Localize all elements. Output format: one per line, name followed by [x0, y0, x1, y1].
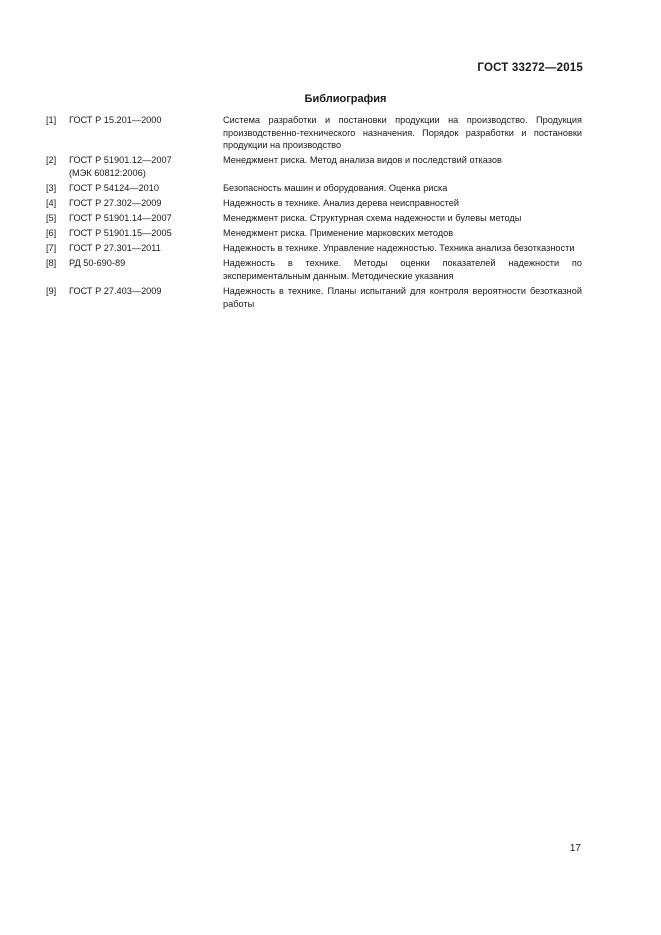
- entry-number: [7]: [46, 243, 57, 254]
- entry-number: [4]: [46, 198, 57, 209]
- entry-document: [69, 242, 223, 255]
- bibliography-entry: [46, 197, 582, 210]
- entry-number: [8]: [46, 258, 57, 269]
- entry-document-code: ГОСТ Р 51901.12—2007: [69, 155, 172, 166]
- entry-description: Надежность в технике. Методы оценки показателей надежности по экспериментальным данным. Методические указания: [223, 258, 582, 282]
- entry-document: [69, 227, 223, 240]
- bibliography-entry: [46, 242, 582, 255]
- bibliography-entry: [46, 182, 582, 195]
- entry-document: [69, 114, 223, 152]
- entry-number: [1]: [46, 115, 57, 125]
- bibliography-entry: [46, 154, 582, 179]
- bibliography-entry: [46, 114, 582, 152]
- bibliography-entry: [46, 257, 582, 282]
- entry-document-code: ГОСТ Р 51901.14—2007: [69, 213, 172, 224]
- entry-description: Система разработки и постановки продукции на производство. Продукция производственно-технического назначения. Порядок разработки и постановки продукции на производство: [223, 115, 582, 151]
- bibliography-list: [46, 114, 582, 313]
- bibliography-entry: [46, 227, 582, 240]
- bibliography-entry: [46, 285, 582, 310]
- entry-description: Надежность в технике. Планы испытаний для контроля вероятности безотказной работы: [223, 286, 582, 309]
- entry-document: [69, 257, 223, 282]
- entry-number: [9]: [46, 286, 57, 297]
- bibliography-entry: [46, 212, 582, 225]
- standard-code-header: ГОСТ 33272—2015: [477, 62, 583, 74]
- entry-number: [6]: [46, 228, 57, 239]
- entry-description: Надежность в технике. Анализ дерева неисправностей: [223, 198, 459, 209]
- entry-number: [5]: [46, 213, 57, 224]
- entry-document: [69, 197, 223, 210]
- entry-document: [69, 182, 223, 195]
- entry-document-code: ГОСТ Р 51901.15—2005: [69, 228, 172, 239]
- entry-description: Безопасность машин и оборудования. Оценка риска: [223, 182, 448, 193]
- entry-number: [3]: [46, 182, 57, 193]
- entry-document-equivalent: (МЭК 60812:2006): [69, 167, 146, 178]
- entry-document: [69, 285, 223, 310]
- entry-description: Менеджмент риска. Применение марковских методов: [223, 228, 454, 239]
- entry-document-code: ГОСТ Р 27.301—2011: [69, 243, 161, 254]
- entry-document: [69, 154, 223, 179]
- entry-description: Менеджмент риска. Структурная схема надежности и булевы методы: [223, 213, 522, 224]
- entry-number: [2]: [46, 155, 57, 166]
- entry-document: [69, 212, 223, 225]
- entry-document-code: РД 50-690-89: [69, 258, 126, 269]
- entry-description: Менеджмент риска. Метод анализа видов и последствий отказов: [223, 155, 502, 166]
- entry-document-code: ГОСТ Р 27.403—2009: [69, 286, 162, 297]
- entry-document-code: ГОСТ Р 27.302—2009: [69, 198, 162, 209]
- page-number: 17: [569, 843, 581, 854]
- entry-description: Надежность в технике. Управление надежностью. Техника анализа безотказности: [223, 243, 575, 254]
- entry-document-code: ГОСТ Р 15.201—2000: [69, 115, 162, 125]
- entry-document-code: ГОСТ Р 54124—2010: [69, 182, 159, 193]
- bibliography-title: Библиография: [304, 93, 387, 105]
